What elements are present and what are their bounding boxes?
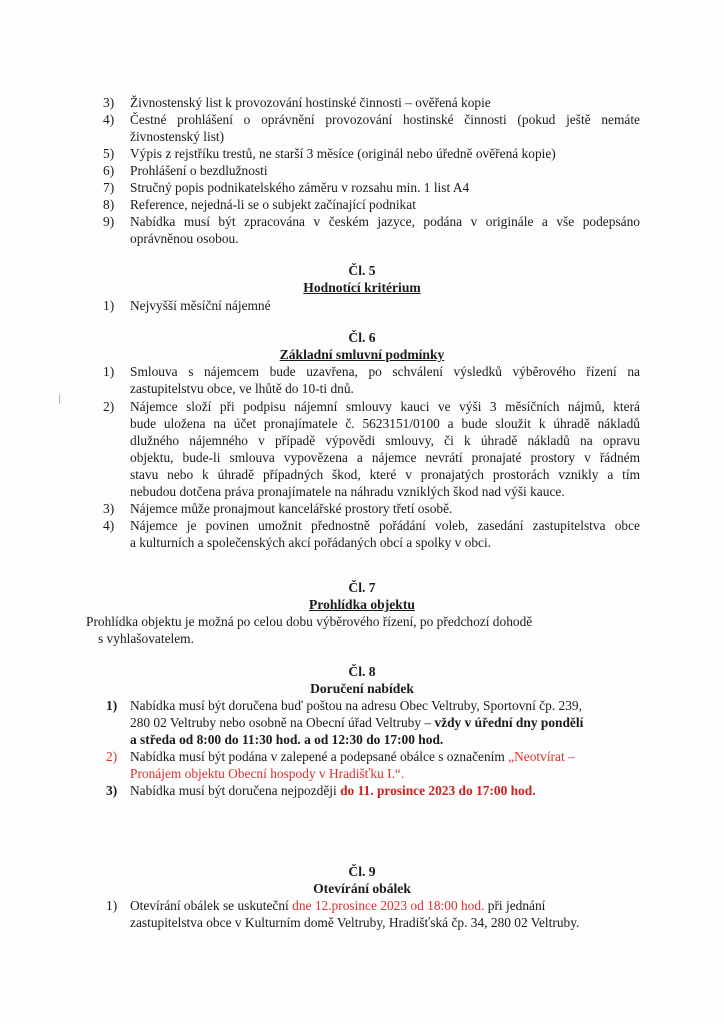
section-heading: Čl. 8: [348, 664, 376, 679]
section-title: [0, 346, 724, 363]
list-number: 5): [103, 146, 115, 161]
text-normal: 280 02 Veltruby nebo osobně na Obecní úřad Veltruby –: [130, 715, 435, 730]
section-title-text: Prohlídka objektu: [309, 597, 415, 612]
list-item-text: zastupitelstvu obce, ve lhůtě do 10-ti dnů.: [130, 381, 354, 396]
text-normal: Nabídka musí být doručena nejpozději: [130, 783, 341, 798]
list-item-text: Pronájem objektu Obecní hospody v Hradišťku I.“.: [130, 766, 405, 781]
list-item-text: [130, 748, 575, 765]
list-item-text: Nabídka musí být doručena buď poštou na adresu Obec Veltruby, Sportovní čp. 239,: [130, 698, 582, 713]
list-item-text: Nájemce složí při podpisu nájemní smlouvy kauci ve výši 3 měsíčních nájmů, která: [130, 399, 640, 414]
list-number: 3): [103, 501, 115, 516]
list-item-text: [130, 782, 536, 799]
text-normal: při jednání: [484, 898, 546, 913]
list-item-text: zastupitelstva obce v Kulturním domě Veltruby, Hradišťská čp. 34, 280 02 Veltruby.: [130, 915, 580, 930]
list-item-text: Čestné prohlášení o oprávnění provozování hostinské činnosti (pokud ještě nemáte: [130, 112, 640, 127]
list-item-text: [130, 714, 583, 731]
list-number: 1): [106, 898, 118, 913]
list-item-text: Nájemce je povinen umožnit přednostně pořádání voleb, zasedání zastupitelstva obce: [130, 518, 640, 533]
list-number: 9): [103, 214, 115, 229]
list-number: 1): [103, 364, 115, 379]
section-title: [0, 279, 724, 296]
list-item-text: a kulturních a společenských akcí pořádaných obcí a spolky v obci.: [130, 535, 492, 550]
list-item-text: Reference, nejedná-li se o subjekt začínající podnikat: [130, 197, 416, 212]
list-number: 2): [103, 399, 115, 414]
list-item-text: Prohlášení o bezdlužnosti: [130, 163, 268, 178]
list-item-text: Nabídka musí být zpracována v českém jazyce, podána v originále a vše podepsáno: [130, 214, 640, 229]
list-number: 3): [106, 783, 118, 798]
section-title-text: Základní smluvní podmínky: [279, 347, 445, 362]
list-item-text: objektu, bude-li smlouva vypovězena a nájemce nevrátí pronajaté prostory v řádném: [130, 450, 640, 465]
section-title: Doručení nabídek: [310, 681, 414, 696]
list-item-text: Smlouva s nájemcem bude uzavřena, po schválení výsledků výběrového řízení na: [130, 364, 640, 379]
list-number: 8): [103, 197, 115, 212]
paragraph-line: Prohlídka objektu je možná po celou dobu výběrového řízení, po předchozí dohodě: [86, 614, 533, 629]
list-item-text: Výpis z rejstříku trestů, ne starší 3 měsíce (originál nebo úředně ověřená kopie): [130, 146, 556, 161]
deadline-text: do 11. prosince 2023 do 17:00 hod.: [340, 783, 536, 798]
section-title: Otevírání obálek: [313, 881, 411, 896]
list-item-text: živnostenský list): [130, 129, 225, 144]
section-heading: Čl. 9: [348, 864, 376, 879]
list-number: 4): [103, 112, 115, 127]
list-item-text: oprávněnou osobou.: [130, 231, 239, 246]
list-item-text: [130, 897, 545, 914]
text-normal: Otevírání obálek se uskuteční: [130, 898, 293, 913]
list-item-text: Nájemce může pronajmout kancelářské prostory třetí osobě.: [130, 501, 453, 516]
text-red: „Neotvírat –: [508, 749, 575, 764]
list-item-text: dlužného nájemného v případě výpovědi smlouvy, či k úhradě nákladů na opravu: [130, 433, 640, 448]
list-item-text: nebudou dotčena práva pronajímatele na náhradu vzniklých škod nad výši kauce.: [130, 484, 565, 499]
section-heading: Čl. 5: [348, 263, 376, 278]
list-item-text: stavu nebo k úhradě případných škod, které v pronajatých prostorách vznikly a tím: [130, 467, 640, 482]
list-item-text: a středa od 8:00 do 11:30 hod. a od 12:30 do 17:00 hod.: [130, 732, 444, 747]
section-heading: Čl. 6: [348, 330, 376, 345]
section-heading: Čl. 7: [348, 580, 376, 595]
paragraph-line: s vyhlašovatelem.: [98, 631, 194, 646]
list-item-text: Živnostenský list k provozování hostinské činnosti – ověřená kopie: [130, 95, 491, 110]
text-bold: vždy v úřední dny pondělí: [434, 715, 584, 730]
list-number: 1): [103, 298, 115, 313]
list-number: 3): [103, 95, 115, 110]
list-number: 6): [103, 163, 115, 178]
list-number: 1): [106, 698, 118, 713]
scan-mark: [59, 394, 60, 404]
section-title-text: Hodnotící kritérium: [303, 280, 421, 295]
list-item-text: bude uložena na účet pronajímatele č. 5623151/0100 a bude sloužit k úhradě nákladů: [130, 416, 640, 431]
text-red: dne 12.prosince 2023 od 18:00 hod.: [292, 898, 485, 913]
list-number: 4): [103, 518, 115, 533]
list-number: 7): [103, 180, 115, 195]
text-normal: Nabídka musí být podána v zalepené a podepsané obálce s označením: [130, 749, 509, 764]
list-number: 2): [106, 749, 118, 764]
section-title: [0, 596, 724, 613]
list-item-text: Nejvyšší měsíční nájemné: [130, 298, 271, 313]
list-item-text: Stručný popis podnikatelského záměru v rozsahu min. 1 list A4: [130, 180, 470, 195]
